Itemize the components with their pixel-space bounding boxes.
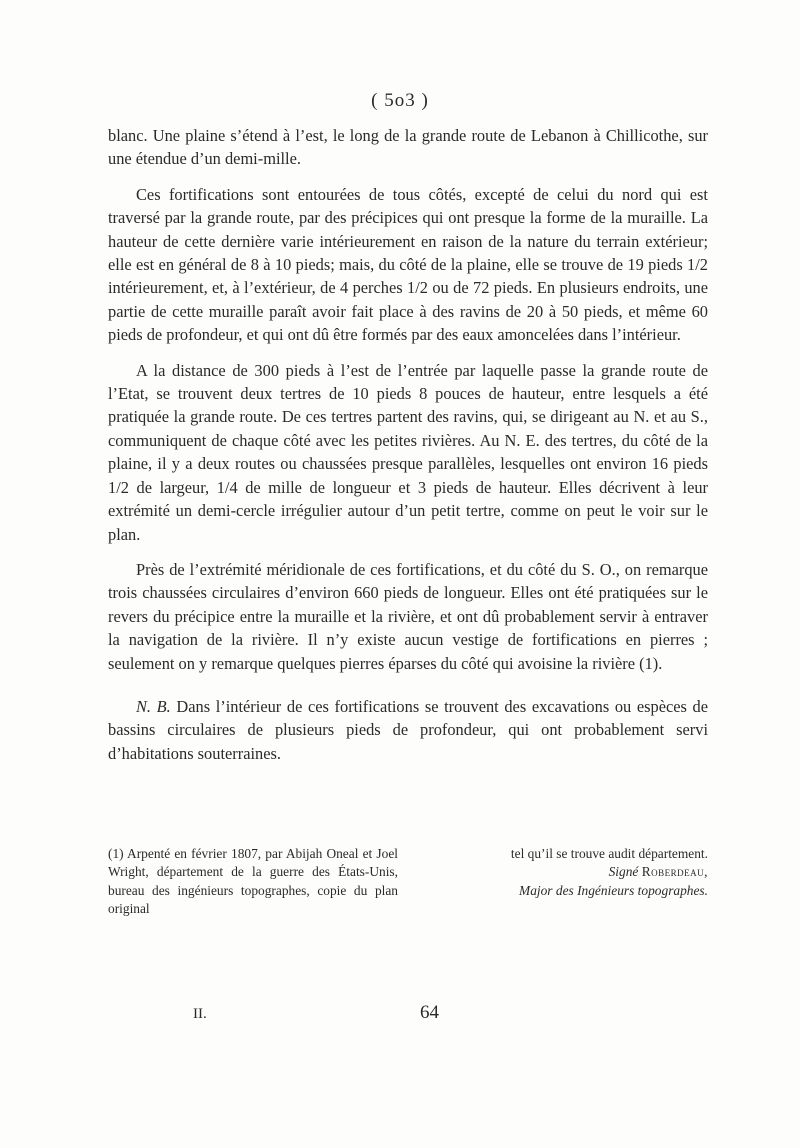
- paragraph-3: A la distance de 300 pieds à l’est de l’entrée par laquelle passe la grande route de l’Etat, se trouvent deux tertres de 10 pieds 8 pouces de hauteur, entre lesquels a été pratiquée la grande route. De ces tertres partent des ravins, qui, se dirigeant au N. et au S., communiquent de chaque côté avec les petites rivières. Au N. E. des tertres, du côté de la plaine, il y a deux routes ou chaussées presque parallèles, lesquelles ont environ 16 pieds 1/2 de largeur, 1/4 de mille de longueur et 3 pieds de hauteur. Elles décrivent à leur extrémité un demi-cercle irrégulier autour d’un petit tertre, comme on peut le voir sur le plan.: [108, 360, 708, 544]
- footnote-continuation: tel qu’il se trouve audit département.: [510, 846, 708, 861]
- page-number: ( 5o3 ): [371, 90, 429, 111]
- main-text: [108, 124, 708, 765]
- paragraph-1: blanc. Une plaine s’étend à l’est, le long de la grande route de Lebanon à Chillicothe, sur une étendue d’un demi-mille.: [108, 126, 708, 169]
- page-label: 64: [420, 1002, 439, 1023]
- footnote: [108, 845, 708, 919]
- signer-role: Major des Ingénieurs topographes.: [519, 882, 708, 898]
- signe-label: Signé: [608, 864, 639, 880]
- signature-line: [408, 863, 708, 881]
- nota-bene-label: N. B.: [136, 696, 171, 716]
- nota-bene-paragraph: [108, 695, 708, 765]
- nota-bene-text: Dans l’intérieur de ces fortifications se trouvent des excavations ou espèces de bassins circulaires de plusieurs pieds de profondeur, qui ont probablement servi d’habitations souterraines.: [108, 696, 708, 763]
- footnote-left-column: (1) Arpenté en février 1807, par Abijah Oneal et Joel Wright, département de la guerre des États-Unis, bureau des ingénieurs topographes, copie du plan original: [108, 846, 398, 917]
- signer-name: Roberdeau,: [641, 864, 708, 880]
- paragraph-2: Ces fortifications sont entourées de tous côtés, excepté de celui du nord qui est traversé par la grande route, par des précipices qui ont presque la forme de la muraille. La hauteur de cette dernière varie intérieurement en raison de la nature du terrain extérieur; elle est en général de 8 à 10 pieds; mais, du côté de la plaine, elle se trouve de 19 pieds 1/2 intérieurement, et, à l’extérieur, de 4 perches 1/2 ou de 72 pieds. En plusieurs endroits, une partie de cette muraille paraît avoir fait place à des ravins de 20 à 50 pieds, et même 60 pieds de profondeur, et qui ont dû être formés par des eaux amoncelées dans l’intérieur.: [108, 184, 708, 345]
- paragraph-4: Près de l’extrémité méridionale de ces fortifications, et du côté du S. O., on remarque trois chaussées circulaires d’environ 660 pieds de longueur. Elles ont été pratiquées sur le revers du précipice entre la muraille et la rivière, et ont dû probablement servir à entraver la navigation de la rivière. Il n’y existe aucun vestige de fortifications en pierres ; seulement on y remarque quelques pierres éparses du côté qui avoisine la rivière (1).: [108, 559, 708, 673]
- sheet-mark: II.: [193, 1006, 207, 1022]
- footnote-right-column: [408, 845, 708, 919]
